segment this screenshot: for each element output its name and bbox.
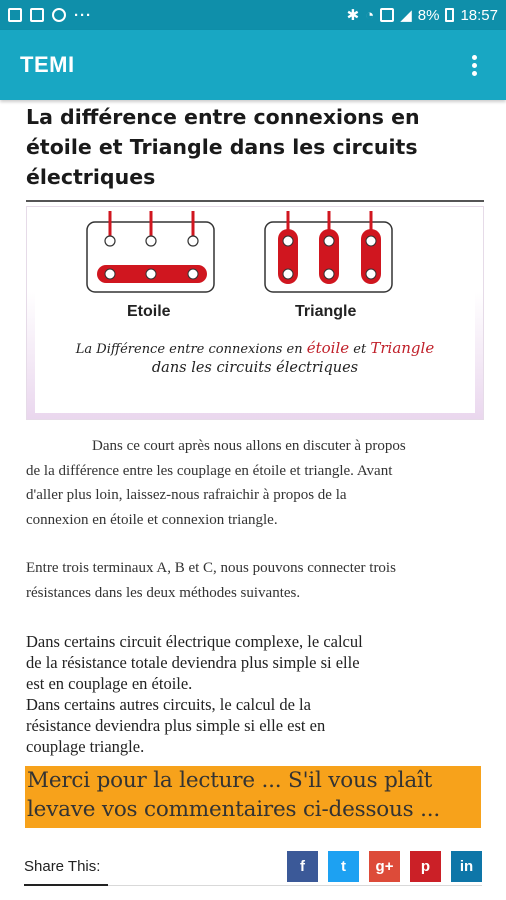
bluetooth-icon: ✱ — [346, 7, 360, 24]
paragraph-line: Dans certains autres circuits, le calcul de la — [26, 695, 311, 714]
caption-text: et — [349, 342, 371, 357]
google-plus-icon: g+ — [375, 857, 394, 875]
share-bar — [24, 846, 482, 886]
thanks-line: levave vos commentaires ci-dessous ... — [27, 797, 441, 822]
wifi-icon: ◔ — [365, 6, 375, 24]
article — [26, 100, 484, 757]
status-bar — [0, 0, 506, 30]
share-underline — [24, 884, 108, 886]
linkedin-share-button[interactable] — [451, 851, 482, 882]
paragraph-intro — [26, 434, 484, 532]
more-notifications-icon: ··· — [74, 6, 92, 24]
caption-text: La Différence entre connexions en — [75, 342, 307, 357]
title-line: La différence entre connexions en — [26, 105, 420, 129]
paragraph-terminals — [26, 556, 484, 605]
paragraph-line: résistance deviendra plus simple si elle est en — [26, 716, 326, 735]
paragraph-star-case — [26, 631, 484, 694]
twitter-icon: t — [341, 857, 346, 875]
article-title — [26, 100, 484, 202]
twitter-share-button[interactable] — [328, 851, 359, 882]
gallery-icon — [30, 8, 44, 22]
thanks-line: Merci pour la lecture ... S'il vous plaît — [27, 768, 433, 793]
clock: 18:57 — [460, 6, 498, 24]
paragraph-line: d'aller plus loin, laissez-nous rafraichir à propos de la — [26, 487, 347, 503]
paragraph-line: Dans ce court après nous allons en discuter à propos — [92, 438, 406, 454]
notification-icon — [8, 8, 22, 22]
google-plus-share-button[interactable] — [369, 851, 400, 882]
caption-star: étoile — [306, 339, 350, 357]
app-title: TEMI — [20, 52, 75, 77]
caption-triangle: Triangle — [370, 339, 435, 357]
data-icon — [380, 8, 394, 22]
paragraph-triangle-case — [26, 694, 484, 757]
signal-icon: ◢ — [400, 7, 412, 24]
whatsapp-icon — [52, 8, 66, 22]
title-line: étoile et Triangle dans les circuits — [26, 135, 418, 159]
paragraph-line: résistances dans les deux méthodes suivantes. — [26, 584, 301, 601]
battery-percent: 8% — [417, 6, 440, 24]
system-icons — [347, 6, 498, 24]
triangle-connection-drawing — [265, 211, 392, 292]
triangle-label: Triangle — [295, 303, 357, 320]
notification-icons — [8, 7, 92, 24]
star-connection-drawing — [87, 211, 214, 292]
app-bar — [0, 30, 506, 100]
paragraph-line: Dans certains circuit électrique complexe, le calcul — [26, 632, 363, 651]
facebook-icon: f — [300, 857, 305, 875]
star-label: Etoile — [127, 303, 171, 320]
share-buttons — [287, 851, 482, 882]
image-caption — [35, 339, 475, 357]
paragraph-line: connexion en étoile et connexion triangle. — [26, 511, 278, 528]
paragraph-line: de la résistance totale deviendra plus simple si elle — [26, 653, 360, 672]
battery-icon — [445, 8, 454, 22]
facebook-share-button[interactable] — [287, 851, 318, 882]
title-line: électriques — [26, 165, 156, 189]
image-canvas — [35, 207, 475, 413]
share-label: Share This: — [24, 857, 101, 875]
overflow-menu-icon[interactable] — [462, 50, 486, 80]
article-image — [26, 206, 484, 420]
share-divider — [108, 885, 482, 886]
linkedin-icon: in — [459, 857, 474, 875]
star-triangle-diagram — [35, 207, 477, 415]
paragraph-line: est en couplage en étoile. — [26, 674, 193, 693]
pinterest-share-button[interactable] — [410, 851, 441, 882]
thanks-banner — [25, 766, 481, 828]
paragraph-line: couplage triangle. — [26, 737, 145, 756]
paragraph-line: Entre trois terminaux A, B et C, nous pouvons connecter trois — [26, 560, 396, 576]
image-caption-line2: dans les circuits électriques — [151, 360, 359, 376]
pinterest-icon: p — [420, 857, 431, 875]
paragraph-line: de la différence entre les couplage en étoile et triangle. Avant — [26, 462, 393, 479]
